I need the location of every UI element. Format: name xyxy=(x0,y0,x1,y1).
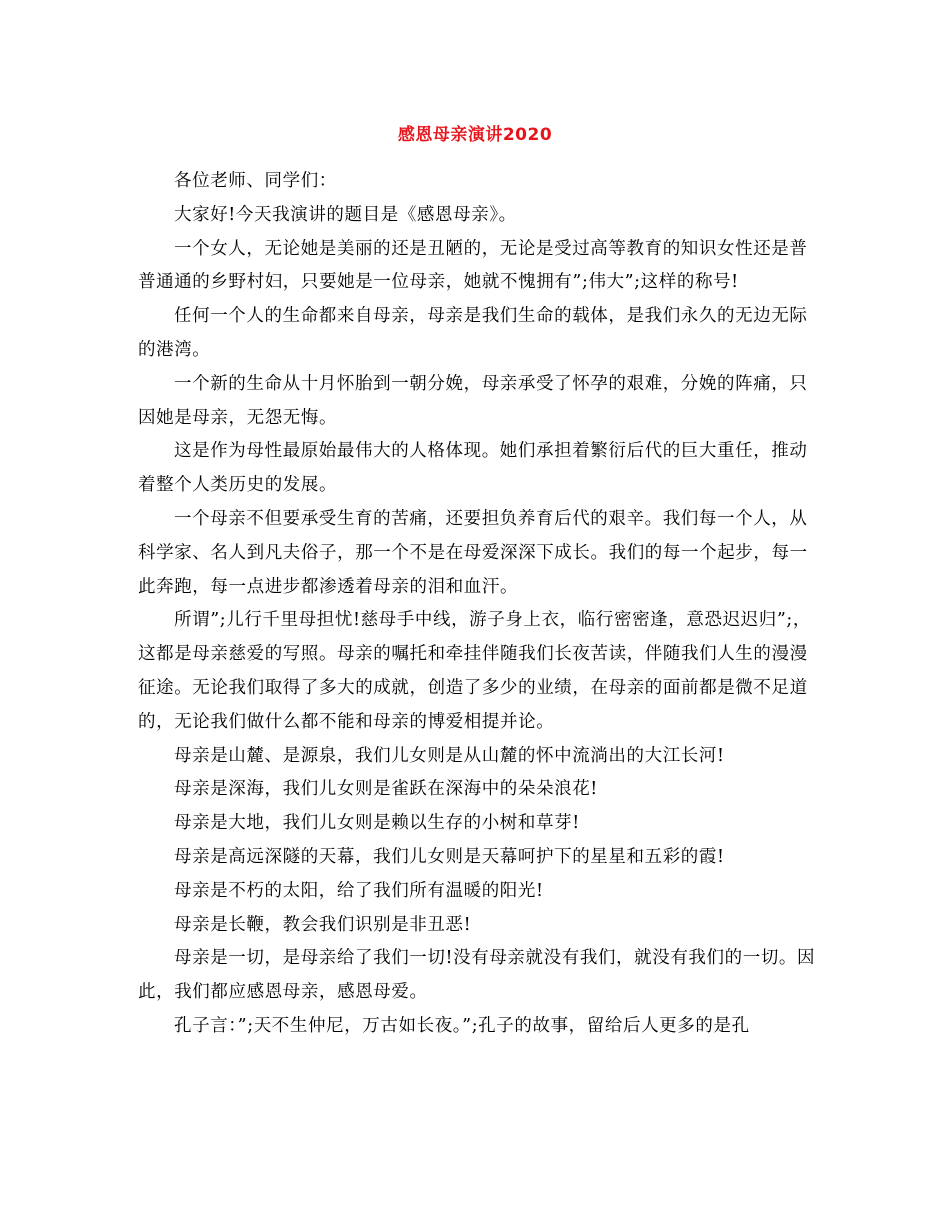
document-body xyxy=(138,165,818,1044)
paragraph: 任何一个人的生命都来自母亲，母亲是我们生命的载体，是我们永久的无边无际的港湾。 xyxy=(138,306,808,360)
paragraph: 一个女人，无论她是美丽的还是丑陋的，无论是受过高等教育的知识女性还是普普通通的乡野村妇，只要她是一位母亲，她就不愧拥有”;伟大”;这样的称号! xyxy=(138,238,808,293)
paragraph: 一个母亲不但要承受生育的苦痛，还要担负养育后代的艰辛。我们每一个人，从科学家、名人到凡夫俗子，那一个不是在母爱深深下成长。我们的每一个起步，每一此奔跑，每一点进步都渗透着母亲的泪和血汗。 xyxy=(138,508,808,597)
paragraph: 一个新的生命从十月怀胎到一朝分娩，母亲承受了怀孕的艰难，分娩的阵痛，只因她是母亲，无怨无悔。 xyxy=(138,373,808,428)
paragraph: 母亲是高远深隧的天幕，我们儿女则是天幕呵护下的星星和五彩的霞! xyxy=(174,846,725,867)
paragraph: 母亲是大地，我们儿女则是赖以生存的小树和草芽! xyxy=(174,813,580,834)
document-title: 感恩母亲演讲2020 xyxy=(397,125,553,145)
paragraph: 母亲是长鞭，教会我们识别是非丑恶! xyxy=(174,914,472,935)
paragraph: 孔子言：”;天不生仲尼，万古如长夜。”;孔子的故事，留给后人更多的是孔 xyxy=(174,1015,750,1036)
paragraph: 母亲是一切，是母亲给了我们一切!没有母亲就没有我们，就没有我们的一切。因此，我们都应感恩母亲，感恩母爱。 xyxy=(138,948,816,1003)
paragraph: 这是作为母性最原始最伟大的人格体现。她们承担着繁衍后代的巨大重任，推动着整个人类历史的发展。 xyxy=(138,441,808,496)
paragraph: 大家好!今天我演讲的题目是《感恩母亲》。 xyxy=(174,204,517,225)
paragraph-greeting: 各位老师、同学们： xyxy=(174,171,337,191)
paragraph: 母亲是深海，我们儿女则是雀跃在深海中的朵朵浪花! xyxy=(174,779,598,800)
paragraph: 母亲是不朽的太阳，给了我们所有温暖的阳光! xyxy=(174,880,544,901)
paragraph: 母亲是山麓、是源泉，我们儿女则是从山麓的怀中流淌出的大江长河! xyxy=(174,745,725,766)
paragraph: 所谓”;儿行千里母担忧!慈母手中线，游子身上衣，临行密密逢，意恐迟迟归”;，这都是母亲慈爱的写照。母亲的嘱托和牵挂伴随我们长夜苦读，伴随我们人生的漫漫征途。无论我们取得了多大的成就，创造了多少的业绩，在母亲的面前都是微不足道的，无论我们做什么都不能和母亲的博爱相提并论。 xyxy=(138,610,812,732)
